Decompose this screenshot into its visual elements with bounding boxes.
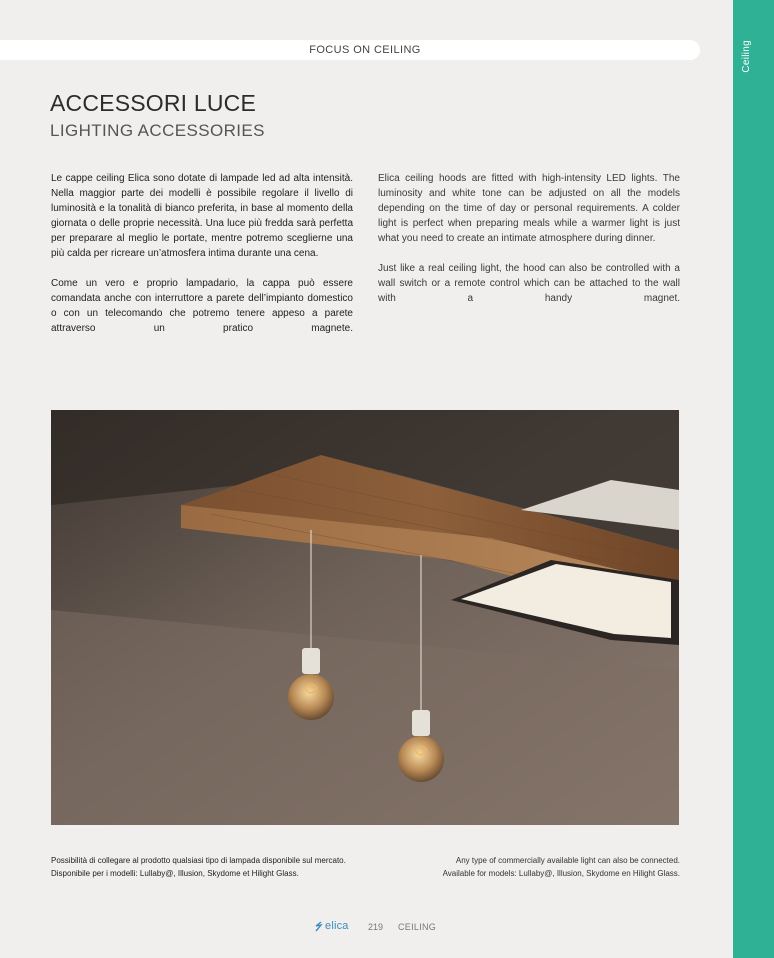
brand-logo <box>314 920 349 932</box>
english-caption-line-2: Available for models: Lullaby@, Illusion, Skydome en Hilight Glass. <box>442 868 680 878</box>
english-paragraph-1: Elica ceiling hoods are fitted with high-intensity LED lights. The luminosity and white tone can be adjusted on all the models depending on the time of day or personal requirements. A colder light is perfect when preparing meals while a warmer light is just what you need to create an intimate atmosphere during dinner. <box>378 173 680 244</box>
brand-name: elica <box>325 920 349 932</box>
product-photo-illustration <box>51 410 679 825</box>
italian-caption-line-1: Possibilità di collegare al prodotto qualsiasi tipo di lampada disponibile sul mercato. <box>51 856 346 865</box>
italian-caption-line-2: Disponibile per i modelli: Lullaby@, Illusion, Skydome et Hilight Glass. <box>51 868 299 878</box>
italian-paragraph-2: Come un vero e proprio lampadario, la cappa può essere comandata anche con interruttore a parete dell’impianto domestico o con un telecomando che potremo tenere appeso a parete attraverso un pratico magnete. <box>51 278 353 334</box>
english-paragraph-2: Just like a real ceiling light, the hood can also be controlled with a wall switch or a remote control which can be attached to the wall with a handy magnet. <box>378 263 680 304</box>
page-subtitle: LIGHTING ACCESSORIES <box>50 121 265 140</box>
footer-section-label: CEILING <box>398 922 437 932</box>
section-header-bar <box>0 40 700 60</box>
product-photo <box>51 410 679 825</box>
page-number: 219 <box>368 922 384 932</box>
italian-paragraph-1: Le cappe ceiling Elica sono dotate di lampade led ad alta intensità. Nella maggior parte dei modelli è possibile regolare il livello di luminosità e la tonalità di bianco preferita, in base al momento della giornata o delle proprie necessità. Una luce più fredda sarà perfetta per preparare al meglio le portate, mentre potremo sceglierne una più calda per ricreare un’atmosfera intima durante una cena. <box>51 173 353 259</box>
side-tab-label: Ceiling <box>741 40 752 73</box>
side-tab <box>733 0 774 958</box>
page-footer <box>0 920 774 934</box>
english-text-column <box>378 171 680 321</box>
italian-caption <box>51 855 396 880</box>
english-caption <box>410 855 680 880</box>
elica-logo-icon <box>314 921 323 932</box>
english-caption-line-1: Any type of commercially available light can also be connected. <box>455 856 680 865</box>
section-header-label: FOCUS ON CEILING <box>309 44 421 56</box>
italian-text-column <box>51 171 353 351</box>
page-title: ACCESSORI LUCE <box>50 90 257 116</box>
